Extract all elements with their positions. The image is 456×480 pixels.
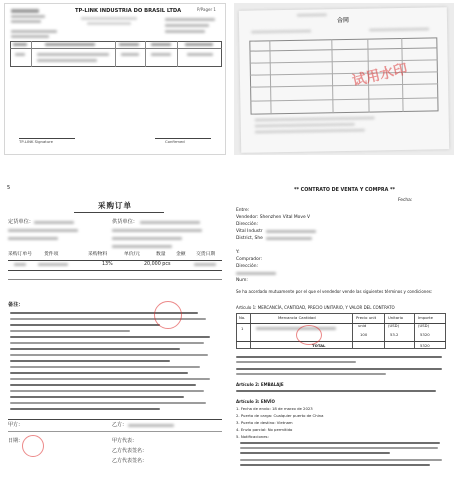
date-label: 日期： xyxy=(8,438,24,444)
table-rule xyxy=(236,323,446,324)
blurred-text xyxy=(37,59,97,62)
blurred-text xyxy=(37,53,109,56)
blurred-text xyxy=(251,30,311,34)
article-1-heading: Artículo 1: MERCANCÍA, CANTIDAD, PRECIO UNITARIO, Y VALOR DEL CONTRATO xyxy=(236,305,395,310)
seller-representative-label-2: 乙方代表签名： xyxy=(112,458,148,464)
document-photo-contract xyxy=(234,3,454,155)
cell-usd-2: (USD) xyxy=(418,323,430,328)
document-purchase-order xyxy=(4,183,226,478)
blurred-text xyxy=(128,424,174,427)
text-line xyxy=(10,384,196,386)
text-line xyxy=(10,402,206,404)
seal-stamp xyxy=(296,325,322,345)
blurred-text xyxy=(8,237,58,240)
blurred-text xyxy=(151,43,171,46)
total-value: 5320 xyxy=(420,343,430,348)
text-line xyxy=(10,372,188,374)
tax-rate-value: 13% xyxy=(102,262,113,267)
text-line xyxy=(10,408,160,410)
order-number-label: 采购订单号 xyxy=(8,252,32,257)
blurred-text xyxy=(13,43,27,46)
number-label: Num: xyxy=(236,278,248,283)
blurred-text xyxy=(112,237,182,240)
intro-paragraph: Se ha acordado mutuamente por el que el vendedor vende las siguientes términos y condiciones: xyxy=(236,289,433,294)
cell-usd: (USD) xyxy=(388,323,400,328)
text-line xyxy=(10,336,210,338)
invoice-title: TP-LINK INDUSTRIA DO BRASIL LTDA xyxy=(75,8,182,14)
seller-address-label: Dirección: xyxy=(236,222,259,227)
signature-block-rule xyxy=(8,419,222,420)
seller-sign-label: 乙方： xyxy=(112,422,128,428)
blurred-text xyxy=(15,53,25,56)
document-preview-invoice xyxy=(4,3,226,155)
blurred-text xyxy=(45,43,95,46)
blurred-text xyxy=(266,237,312,240)
text-line xyxy=(240,459,442,461)
blurred-text xyxy=(8,229,78,232)
table-rule xyxy=(414,313,415,349)
material-column-label: 采购物料 xyxy=(88,252,108,257)
blurred-text xyxy=(165,18,215,21)
shipment-line-5: 5. Notificaciones: xyxy=(236,434,269,439)
table-rule xyxy=(10,48,222,49)
item-column-label: 货件项 xyxy=(44,252,59,257)
text-line xyxy=(10,342,204,344)
blurred-text xyxy=(112,229,202,232)
po-title: 采购订单 xyxy=(98,201,132,210)
blurred-text xyxy=(185,43,213,46)
blurred-text xyxy=(187,53,213,56)
article-2-heading: Artículo 2: EMBALAJE xyxy=(236,382,284,387)
blurred-text xyxy=(256,327,336,330)
text-line xyxy=(236,361,356,363)
column-header-date: 交货日期 xyxy=(196,252,216,257)
text-line xyxy=(10,390,204,392)
col-amount: Importe xyxy=(418,315,433,320)
remarks-heading: 备注： xyxy=(8,302,24,308)
text-line xyxy=(10,366,200,368)
blurred-text xyxy=(266,230,316,233)
table-rule xyxy=(352,313,353,349)
seal-stamp xyxy=(22,435,44,457)
between-label: Entre: xyxy=(236,208,250,213)
table-rule xyxy=(31,41,32,67)
table-row-rule xyxy=(8,279,222,280)
table-rule xyxy=(384,313,385,349)
buyer-label: 定货单位： xyxy=(8,219,34,225)
text-line xyxy=(236,373,386,375)
blurred-text xyxy=(165,24,209,27)
blurred-text xyxy=(119,43,139,46)
blurred-text xyxy=(34,221,74,224)
text-line xyxy=(10,324,160,326)
blurred-text xyxy=(38,263,68,266)
blurred-text xyxy=(140,221,200,224)
col-unit: Unitario xyxy=(388,315,403,320)
blurred-text xyxy=(121,53,139,56)
paper-sheet xyxy=(239,7,449,153)
signature-label-left: TP-LINK Signature xyxy=(19,139,53,144)
total-label: TOTAL xyxy=(312,343,326,348)
text-line xyxy=(236,356,442,358)
blurred-text xyxy=(11,35,49,38)
seller-district-text: District, She xyxy=(236,236,263,241)
buyer-representative-label: 甲方代表： xyxy=(112,438,138,444)
row-number: 1 xyxy=(241,326,244,331)
date-label: Fecha: xyxy=(398,198,413,203)
blurred-text xyxy=(151,53,171,56)
blurred-text xyxy=(14,263,26,266)
contract-title: 合同 xyxy=(336,16,350,25)
table-rule xyxy=(250,313,251,349)
seal-stamp xyxy=(154,301,182,329)
blurred-text xyxy=(11,30,57,33)
blurred-text xyxy=(165,30,205,33)
seller-label: Vendedor: Shenzhen Vital Move V xyxy=(236,215,311,220)
buyer-address-label: Dirección: xyxy=(236,264,259,269)
col-no: No. xyxy=(239,315,246,320)
cell-price: 53.2 xyxy=(390,332,399,337)
text-line xyxy=(10,330,130,332)
table-top-rule xyxy=(8,260,222,261)
text-line xyxy=(236,368,442,370)
table-header-rule xyxy=(8,270,222,271)
signature-block-rule xyxy=(8,431,222,432)
text-line xyxy=(10,348,180,350)
text-line xyxy=(236,390,436,392)
blurred-text xyxy=(11,20,41,23)
text-line xyxy=(240,464,430,466)
blurred-text xyxy=(255,129,365,134)
article-3-heading: Artículo 3: ENVÍO xyxy=(236,399,275,404)
shipment-line-1: 1. Fecha de envío: 18 de marzo de 2023 xyxy=(236,406,313,411)
document-sales-contract xyxy=(232,183,454,478)
blurred-text xyxy=(112,245,172,248)
shipment-line-3: 3. Puerto de destino: Vietnam xyxy=(236,420,293,425)
blurred-text xyxy=(369,28,429,32)
seller-representative-label: 乙方代表签名： xyxy=(112,448,148,454)
page-indicator: P/Pager 1 xyxy=(197,7,216,12)
contract-title: ** CONTRATO DE VENTA Y COMPRA ** xyxy=(294,188,395,193)
table-rule xyxy=(177,41,178,67)
seller-company-text: Vital Industr xyxy=(236,229,263,234)
text-line xyxy=(10,396,184,398)
blurred-text xyxy=(236,272,276,275)
blurred-text xyxy=(255,116,375,121)
blurred-text xyxy=(81,17,137,20)
table-rule xyxy=(115,41,116,67)
cell-unit: unid xyxy=(358,323,367,328)
watermark-stamp: 试用水印 xyxy=(350,61,410,90)
text-line xyxy=(10,360,170,362)
blurred-text xyxy=(11,9,39,13)
blurred-text xyxy=(87,22,131,25)
text-line xyxy=(10,378,210,380)
shipment-line-4: 4. Envío parcial: No permitido xyxy=(236,427,293,432)
text-line xyxy=(10,354,208,356)
column-header-price: 单价/元 xyxy=(124,252,141,257)
column-header-amount: 金额 xyxy=(176,252,186,257)
col-goods: Mercancía Cantidad xyxy=(278,315,316,320)
and-label: Y: xyxy=(236,250,240,255)
text-line xyxy=(240,452,390,454)
text-line xyxy=(240,442,440,444)
blurred-text xyxy=(255,123,355,128)
col-unit-price: Precio unit xyxy=(356,315,377,320)
blurred-text xyxy=(194,263,216,266)
supplier-label: 供货单位： xyxy=(112,219,138,225)
signature-label-right: Confirmed xyxy=(165,139,185,144)
buyer-sign-label: 甲方： xyxy=(8,422,24,428)
buyer-label: Comprador: xyxy=(236,257,262,262)
blurred-text xyxy=(297,13,327,17)
quantity-value: 20,000 pcs xyxy=(144,262,171,267)
cell-quantity: 100 xyxy=(360,332,368,337)
table-rule xyxy=(145,41,146,67)
blurred-text xyxy=(11,15,45,18)
column-header-qty: 数量 xyxy=(156,252,166,257)
page-number: 5 xyxy=(7,185,11,191)
table-rule xyxy=(236,341,446,342)
text-line xyxy=(240,447,438,449)
shipment-line-2: 2. Puerto de carga: Cualquier puerto de China xyxy=(236,413,324,418)
title-underline xyxy=(74,212,164,213)
cell-amount: 5320 xyxy=(420,332,430,337)
